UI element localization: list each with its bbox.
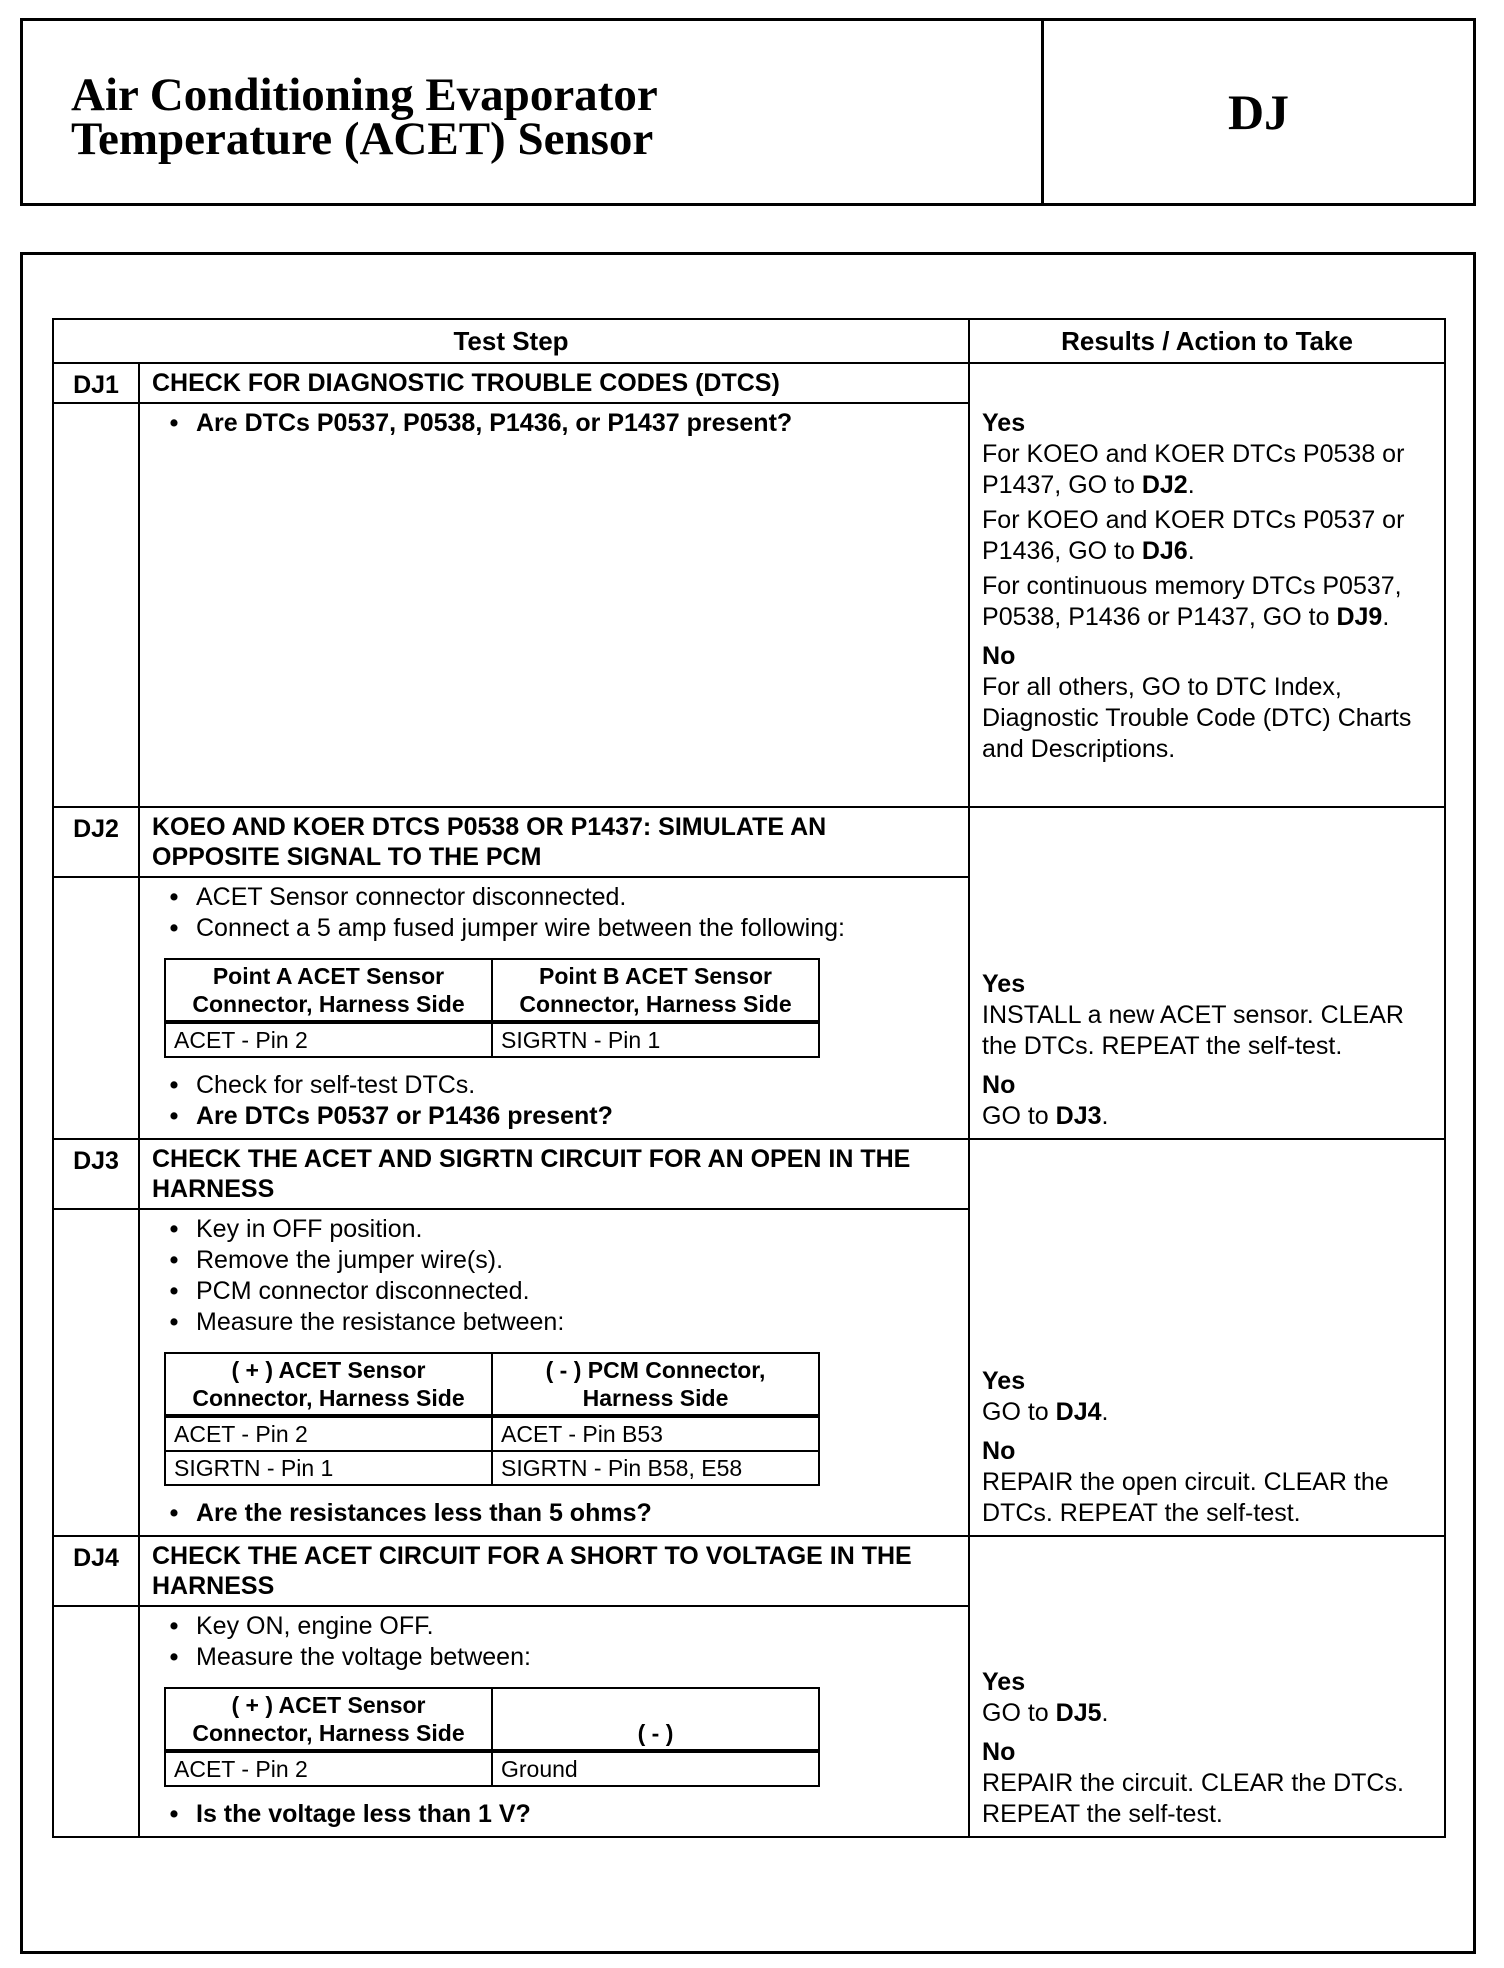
col-header-results: Results / Action to Take — [969, 319, 1445, 363]
step-dj1-title-row — [53, 363, 1445, 403]
result-text: GO to DJ5. — [982, 1699, 1109, 1727]
pin-table-header: ( - ) PCM Connector, Harness Side — [492, 1353, 819, 1416]
list-item: • Check for self-test DTCs. — [169, 1071, 476, 1099]
result-text: REPAIR the open circuit. CLEAR the DTCs. REPEAT the self-test. — [982, 1468, 1389, 1527]
list-item: • Remove the jumper wire(s). — [169, 1246, 504, 1274]
pin-table-cell: ACET - Pin 2 — [165, 1022, 492, 1057]
list-item: • Are the resistances less than 5 ohms? — [169, 1499, 652, 1527]
result-no-label: No — [982, 642, 1016, 670]
step-dj1-results — [969, 363, 1445, 807]
list-item: • Connect a 5 amp fused jumper wire between the following: — [169, 914, 845, 942]
result-yes-label: Yes — [982, 409, 1026, 437]
test-step-table — [52, 318, 1446, 1838]
result-no-label: No — [982, 1738, 1016, 1766]
step-link[interactable]: DJ9 — [1336, 603, 1383, 631]
step-dj4-title-row — [53, 1536, 1445, 1606]
table-header-row — [53, 319, 1445, 363]
result-text: For continuous memory DTCs P0537, P0538, P1436 or P1437, GO to DJ9. — [982, 572, 1402, 631]
result-text: For KOEO and KOER DTCs P0538 or P1437, GO to DJ2. — [982, 440, 1405, 499]
result-yes-label: Yes — [982, 1668, 1026, 1696]
page-title — [71, 69, 658, 165]
step-id: DJ2 — [53, 807, 139, 877]
step-dj2-results — [969, 807, 1445, 1139]
result-text: INSTALL a new ACET sensor. CLEAR the DTCs. REPEAT the self-test. — [982, 1001, 1404, 1060]
pin-table-header: Point B ACET Sensor Connector, Harness Side — [492, 959, 819, 1022]
result-text: For KOEO and KOER DTCs P0537 or P1436, GO to DJ6. — [982, 506, 1405, 565]
result-yes-label: Yes — [982, 970, 1026, 998]
page-header — [20, 18, 1476, 206]
pin-table-cell: ACET - Pin 2 — [165, 1751, 492, 1786]
step-link[interactable]: DJ4 — [1055, 1398, 1102, 1426]
list-item: • Key in OFF position. — [169, 1215, 423, 1243]
pin-table-cell: SIGRTN - Pin B58, E58 — [492, 1451, 819, 1485]
step-body — [139, 877, 969, 1139]
list-item: • PCM connector disconnected. — [169, 1277, 530, 1305]
list-item: • ACET Sensor connector disconnected. — [169, 883, 627, 911]
step-body — [139, 1606, 969, 1837]
title-line-2: Temperature (ACET) Sensor — [71, 113, 654, 165]
step-dj3-title-row — [53, 1139, 1445, 1209]
step-id: DJ3 — [53, 1139, 139, 1209]
list-item: • Are DTCs P0537 or P1436 present? — [169, 1102, 613, 1130]
pin-table-cell: SIGRTN - Pin 1 — [492, 1022, 819, 1057]
title-line-1: Air Conditioning Evaporator — [71, 69, 658, 121]
result-text: For all others, GO to DTC Index, Diagnostic Trouble Code (DTC) Charts and Descriptions. — [982, 673, 1412, 763]
step-link[interactable]: DJ3 — [1055, 1102, 1102, 1130]
list-item: • Measure the resistance between: — [169, 1308, 565, 1336]
result-text: REPAIR the circuit. CLEAR the DTCs. REPEAT the self-test. — [982, 1769, 1404, 1828]
result-text: GO to DJ4. — [982, 1398, 1109, 1426]
result-no-label: No — [982, 1071, 1016, 1099]
step-id: DJ1 — [53, 363, 139, 403]
list-item: • Measure the voltage between: — [169, 1643, 531, 1671]
result-text: GO to DJ3. — [982, 1102, 1109, 1130]
pin-table-cell: SIGRTN - Pin 1 — [165, 1451, 492, 1485]
step-title: KOEO AND KOER DTCS P0538 OR P1437: SIMULATE AN OPPOSITE SIGNAL TO THE PCM — [139, 807, 969, 877]
step-body — [139, 403, 969, 807]
step-body — [139, 1209, 969, 1536]
list-item: • Is the voltage less than 1 V? — [169, 1800, 531, 1828]
step-link[interactable]: DJ5 — [1055, 1699, 1102, 1727]
step-dj3-results — [969, 1139, 1445, 1536]
pin-table-header: ( + ) ACET Sensor Connector, Harness Side — [165, 1688, 492, 1751]
step-id: DJ4 — [53, 1536, 139, 1606]
pin-table — [164, 958, 820, 1058]
list-item: • Are DTCs P0537, P0538, P1436, or P1437 present? — [169, 409, 793, 437]
step-link[interactable]: DJ2 — [1141, 471, 1188, 499]
step-link[interactable]: DJ6 — [1141, 537, 1188, 565]
section-code: DJ — [1227, 84, 1290, 140]
pin-table-cell: Ground — [492, 1751, 819, 1786]
pin-table — [164, 1687, 820, 1787]
list-item: • Key ON, engine OFF. — [169, 1612, 434, 1640]
pin-table-cell: ACET - Pin B53 — [492, 1416, 819, 1451]
pin-table-header: ( - ) — [492, 1688, 819, 1751]
pin-table-header: Point A ACET Sensor Connector, Harness Side — [165, 959, 492, 1022]
step-dj2-title-row — [53, 807, 1445, 877]
step-dj4-results — [969, 1536, 1445, 1837]
pin-table — [164, 1352, 820, 1486]
pin-table-cell: ACET - Pin 2 — [165, 1416, 492, 1451]
result-no-label: No — [982, 1437, 1016, 1465]
step-title: CHECK FOR DIAGNOSTIC TROUBLE CODES (DTCS) — [139, 363, 969, 403]
result-yes-label: Yes — [982, 1367, 1026, 1395]
step-title: CHECK THE ACET AND SIGRTN CIRCUIT FOR AN OPEN IN THE HARNESS — [139, 1139, 969, 1209]
pin-table-header: ( + ) ACET Sensor Connector, Harness Side — [165, 1353, 492, 1416]
step-title: CHECK THE ACET CIRCUIT FOR A SHORT TO VOLTAGE IN THE HARNESS — [139, 1536, 969, 1606]
col-header-test-step: Test Step — [53, 319, 969, 363]
